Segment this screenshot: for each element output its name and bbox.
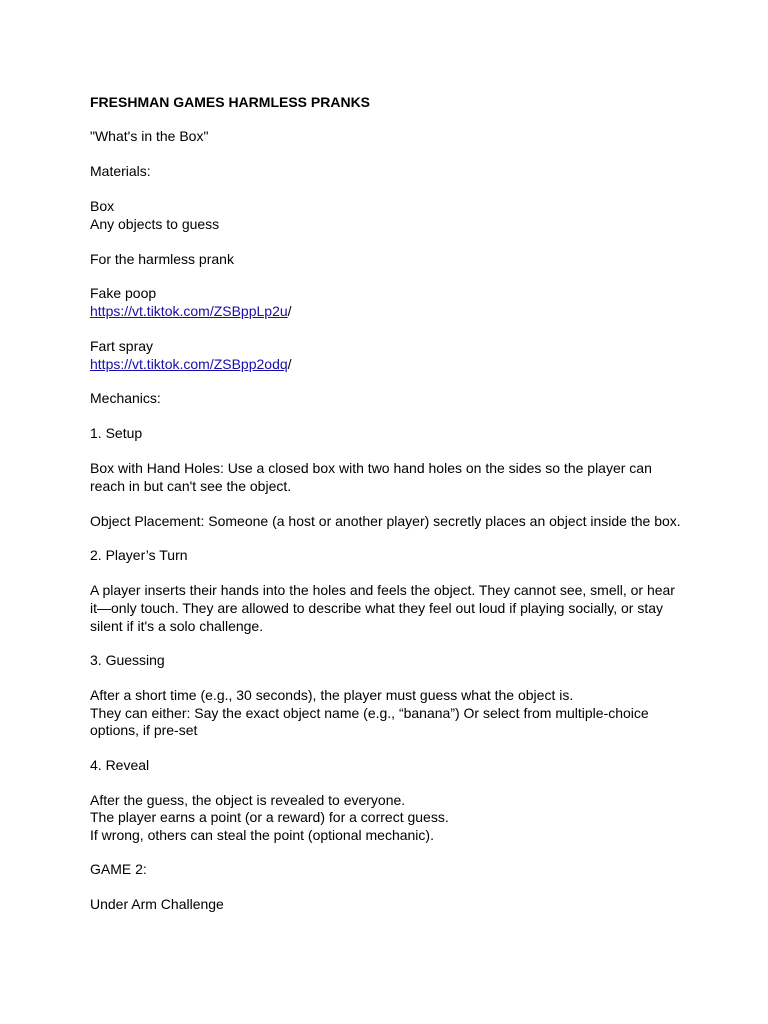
reveal-text: After the guess, the object is revealed to everyone. bbox=[90, 792, 406, 808]
turn-text: it—only touch. They are allowed to describe what they feel out loud if playing socially, or stay bbox=[90, 600, 664, 616]
prank-item-link[interactable]: https://vt.tiktok.com/ZSBpp2odq bbox=[90, 356, 288, 372]
mechanics-heading: Mechanics: bbox=[90, 390, 161, 406]
link-tail: / bbox=[287, 356, 292, 372]
prank-item-name: Fake poop bbox=[90, 285, 157, 301]
link-tail: / bbox=[287, 303, 292, 319]
prank-item-link[interactable]: https://vt.tiktok.com/ZSBppLp2u bbox=[90, 303, 288, 319]
setup-box-text: reach in but can't see the object. bbox=[90, 478, 292, 494]
materials-heading: Materials: bbox=[90, 163, 151, 179]
guessing-text: After a short time (e.g., 30 seconds), the player must guess what the object is. bbox=[90, 687, 574, 703]
setup-placement-text: Object Placement: Someone (a host or another player) secretly places an object inside the box. bbox=[90, 513, 681, 529]
game1-name: "What's in the Box" bbox=[90, 128, 209, 144]
guessing-text: They can either: Say the exact object name (e.g., “banana”) Or select from multiple-choice bbox=[90, 705, 649, 721]
game2-heading: GAME 2: bbox=[90, 861, 147, 877]
guessing-text: options, if pre-set bbox=[90, 722, 198, 738]
reveal-text: If wrong, others can steal the point (optional mechanic). bbox=[90, 827, 434, 843]
reveal-heading: 4. Reveal bbox=[90, 757, 150, 773]
reveal-text: The player earns a point (or a reward) for a correct guess. bbox=[90, 809, 449, 825]
turn-heading: 2. Player’s Turn bbox=[90, 547, 188, 563]
material-item: Box bbox=[90, 198, 115, 214]
turn-text: silent if it's a solo challenge. bbox=[90, 618, 264, 634]
guessing-heading: 3. Guessing bbox=[90, 652, 165, 668]
setup-heading: 1. Setup bbox=[90, 425, 143, 441]
material-item: Any objects to guess bbox=[90, 216, 220, 232]
document-title: FRESHMAN GAMES HARMLESS PRANKS bbox=[90, 94, 371, 110]
prank-item-link-line bbox=[90, 303, 690, 321]
setup-box-text: Box with Hand Holes: Use a closed box with two hand holes on the sides so the player can bbox=[90, 460, 652, 476]
prank-item-link-line bbox=[90, 356, 690, 374]
game2-name: Under Arm Challenge bbox=[90, 896, 224, 912]
prank-heading: For the harmless prank bbox=[90, 251, 234, 267]
prank-item-name: Fart spray bbox=[90, 338, 154, 354]
turn-text: A player inserts their hands into the holes and feels the object. They cannot see, smell, or hear bbox=[90, 582, 675, 598]
